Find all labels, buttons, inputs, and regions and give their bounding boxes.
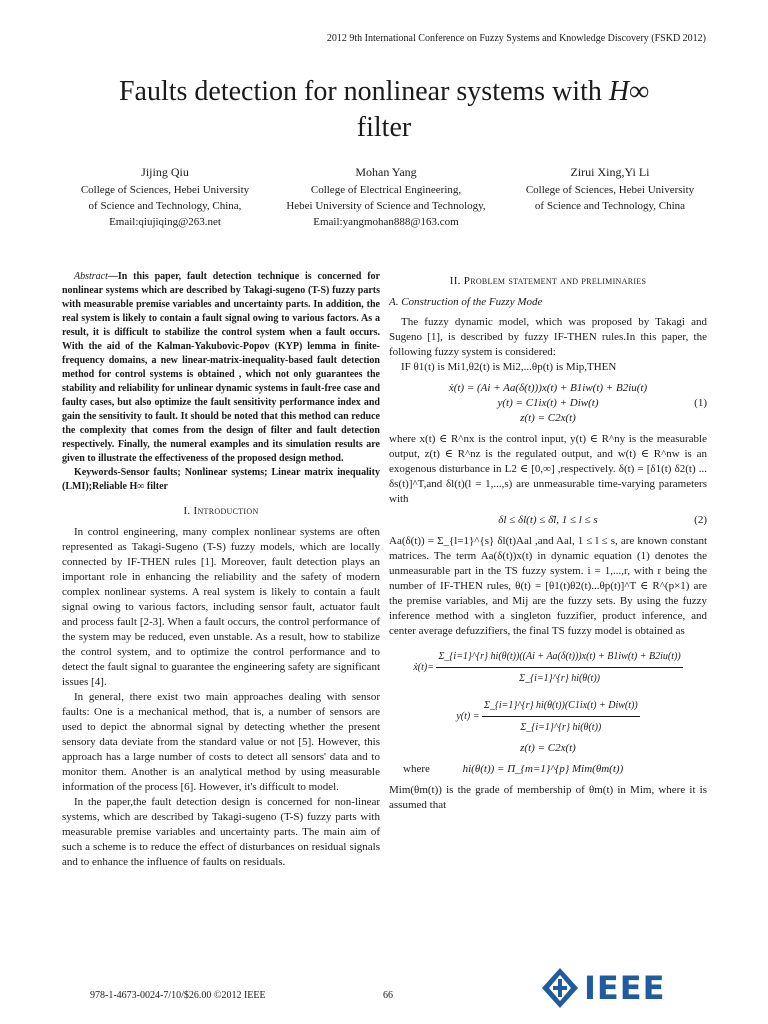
equation-2	[389, 513, 707, 528]
running-header: 2012 9th International Conference on Fuzzy Systems and Knowledge Discovery (FSKD 2012)	[326, 33, 706, 44]
fraction-denominator: Σ_{i=1}^{r} hi(θ(t))	[520, 722, 602, 733]
paragraph: In general, there exist two main approaches dealing with sensor faults: One is a mechanical method, that is, a number of sensors are used to depict the abnormal signal by detecting whether the present sensory data deviate from the standard value or not [5]. However, this approach has a large number of costs to detect all sensors' data and to monitor them. Another is an analytical method by using measurable information of the process [6]. However, it's difficult to model.	[62, 691, 380, 793]
equation-number: (1)	[694, 397, 707, 409]
equation-line: z(t) = C2x(t)	[520, 742, 576, 754]
title-main: Faults detection for nonlinear systems with	[118, 76, 602, 107]
author-affiliation: College of Sciences, Hebei University	[525, 184, 695, 196]
author-block	[60, 164, 710, 236]
fraction-denominator: Σ_{i=1}^{r} hi(θ(t))	[519, 673, 600, 684]
ieee-logo	[540, 966, 700, 1010]
paper-title	[0, 74, 768, 146]
keywords: Keywords-Sensor faults; Nonlinear systems; Linear matrix inequality (LMI);Reliable H∞ filter	[62, 467, 380, 492]
paragraph: Aa(δ(t)) = Σ_{l=1}^{s} δl(t)Aal ,and Aal, 1 ≤ l ≤ s, are known constant matrices. The term Aa(δ(t))x(t) in dynamic equation (1) denotes the unmeasurable part in the TS fuzzy system. i = 1,...,r, with r being the number of IF-THEN rules, θ(t) = [θ1(t)θ2(t)...θp(t)]^T ∈ R^(p×1) are the premise variables, and Mij are the fuzzy sets. By using the fuzzy inference method with a singleton fuzzifier, product inference, and center average defuzzifiers, the final TS fuzzy model is obtained as	[389, 535, 707, 637]
author-name: Mohan Yang	[355, 165, 417, 179]
equation-number: (2)	[694, 514, 707, 526]
equation-lhs: ẋ(t)=	[413, 661, 434, 673]
equation-line: hi(θ(t)) = Π_{m=1}^{p} Mim(θm(t))	[462, 763, 624, 775]
ieee-wordmark: IEEE	[584, 969, 666, 1007]
author-affiliation: of Science and Technology, China,	[88, 200, 242, 212]
paragraph: The fuzzy dynamic model, which was proposed by Takagi and Sugeno [1], is described by fuzzy IF-THEN rules.In this paper, the following fuzzy system is considered:	[389, 316, 707, 358]
ieee-diamond-icon	[540, 966, 580, 1010]
title-math: H∞	[608, 76, 650, 107]
author-affiliation: College of Electrical Engineering,	[310, 184, 462, 196]
section-heading: I. Introduction	[183, 505, 259, 517]
where-label: where	[403, 763, 430, 775]
equation-line: y(t) = C1ix(t) + Diw(t)	[497, 397, 599, 409]
author-affiliation: Hebei University of Science and Technology,	[286, 200, 486, 212]
fraction	[482, 698, 640, 735]
equation-line: ẋ(t) = (Ai + Aa(δ(t)))x(t) + B1iw(t) + B2iu(t)	[448, 382, 648, 394]
title-line2: filter	[356, 112, 412, 143]
paragraph: Mim(θm(t)) is the grade of membership of θm(t) in Mim, where it is assumed that	[389, 784, 707, 811]
fraction-numerator: Σ_{i=1}^{r} hi(θ(t))(C1ix(t) + Diw(t))	[482, 698, 640, 717]
paragraph: In control engineering, many complex nonlinear systems are often represented as Takagi-Sugeno (T-S) fuzzy models, which are locally connected by IF-THEN rules [1]. Moreover, fault detection plays an important role in enhancing the reliability and the safety of modern complex nonlinear systems. A real system is likely to contain a fault signal owing to various factors, including sensor fault, actuator fault and process fault [2-3]. When a fault occurs, the control performance of the system may be reduced, even unstable. As a result, how to stabilize the control system, and to optimize the control performance and to detect the fault signal to guarantee the engineering safety are significant issues [4].	[62, 526, 380, 688]
author-name: Jijing Qiu	[141, 165, 189, 179]
fraction	[436, 649, 682, 686]
fraction-numerator: Σ_{i=1}^{r} hi(θ(t))((Ai + Aa(δ(t)))x(t) + B1iw(t) + B2iu(t))	[436, 649, 682, 668]
page-number: 66	[383, 990, 393, 1001]
abstract	[62, 270, 380, 466]
rule-text: IF θ1(t) is Mi1,θ2(t) is Mi2,...θp(t) is Mip,THEN	[401, 361, 617, 373]
copyright-line: 978-1-4673-0024-7/10/$26.00 ©2012 IEEE	[90, 990, 266, 1001]
author-name: Zirui Xing,Yi Li	[570, 165, 650, 179]
abstract-lead: Abstract	[74, 271, 108, 282]
left-column	[62, 270, 380, 870]
paragraph: In the paper,the fault detection design is concerned for non-linear systems, which are described by Takagi-sugeno (T-S) fuzzy parts with measurable premise variables and uncertainty parts. The main aim of such a scheme is to reduce the effect of disturbances on residual signals and to enhance the influence of faults on residuals.	[62, 796, 380, 868]
author-3	[510, 164, 710, 214]
equation-line: z(t) = C2x(t)	[520, 412, 576, 424]
paragraph: where x(t) ∈ R^nx is the control input, y(t) ∈ R^ny is the measurable output, z(t) ∈ R^nz is the regulated output, and w(t) ∈ R^nw is an exogenous disturbance in L2 ∈ [0,∞] ,respectively. δ(t) = [δ1(t) δ2(t) ... δs(t)]^T,and δl(t)(l = 1,...,s) are unmeasurable time-varying parameters with	[389, 433, 707, 505]
author-email: Email:qiujiqing@263.net	[109, 216, 221, 228]
equation-3	[389, 649, 707, 686]
author-affiliation: College of Sciences, Hebei University	[80, 184, 250, 196]
section-heading: II. Problem statement and preliminaries	[449, 275, 647, 287]
author-email: Email:yangmohan888@163.com	[313, 216, 459, 228]
author-affiliation: of Science and Technology, China	[534, 200, 686, 212]
equation-lhs: y(t) =	[456, 710, 480, 722]
subsection-heading: A. Construction of the Fuzzy Mode	[389, 296, 543, 308]
equation-6	[389, 762, 707, 777]
equation-5	[389, 741, 707, 756]
author-1	[60, 164, 270, 230]
equation-4	[389, 698, 707, 735]
abstract-text: —In this paper, fault detection technique is concerned for nonlinear systems which are described by Takagi-sugeno (T-S) fuzzy parts with measurable premise variables and uncertainty parts. In addition, the real system is likely to contain a fault signal owing to various factors. As a result, it is difficult to stabilize the control system when a fault occurs. With the aid of the Kalman-Yakubovic-Popov (KYP) lemma in finite-frequency domains, a new linear-matrix-inequality-based fault detection method for control systems is obtained , which not only guarantees the stability and reliability for unlinear dynamic systems in fault-free case and faulty cases, but also optimize the fault sensitivity performance index and gain the sensitivity to fault. It should be noted that this method can reduce the complexity that comes from the design of filter and fault detection respectively. Finally, the numeral examples and its simulation results are given to illustrate the effectiveness of the proposed design method.	[62, 271, 380, 464]
right-column	[389, 270, 707, 813]
equation-1	[389, 381, 707, 426]
author-2	[266, 164, 506, 230]
equation-line: δl ≤ δl(t) ≤ δ̄l, 1 ≤ l ≤ s	[498, 514, 598, 526]
